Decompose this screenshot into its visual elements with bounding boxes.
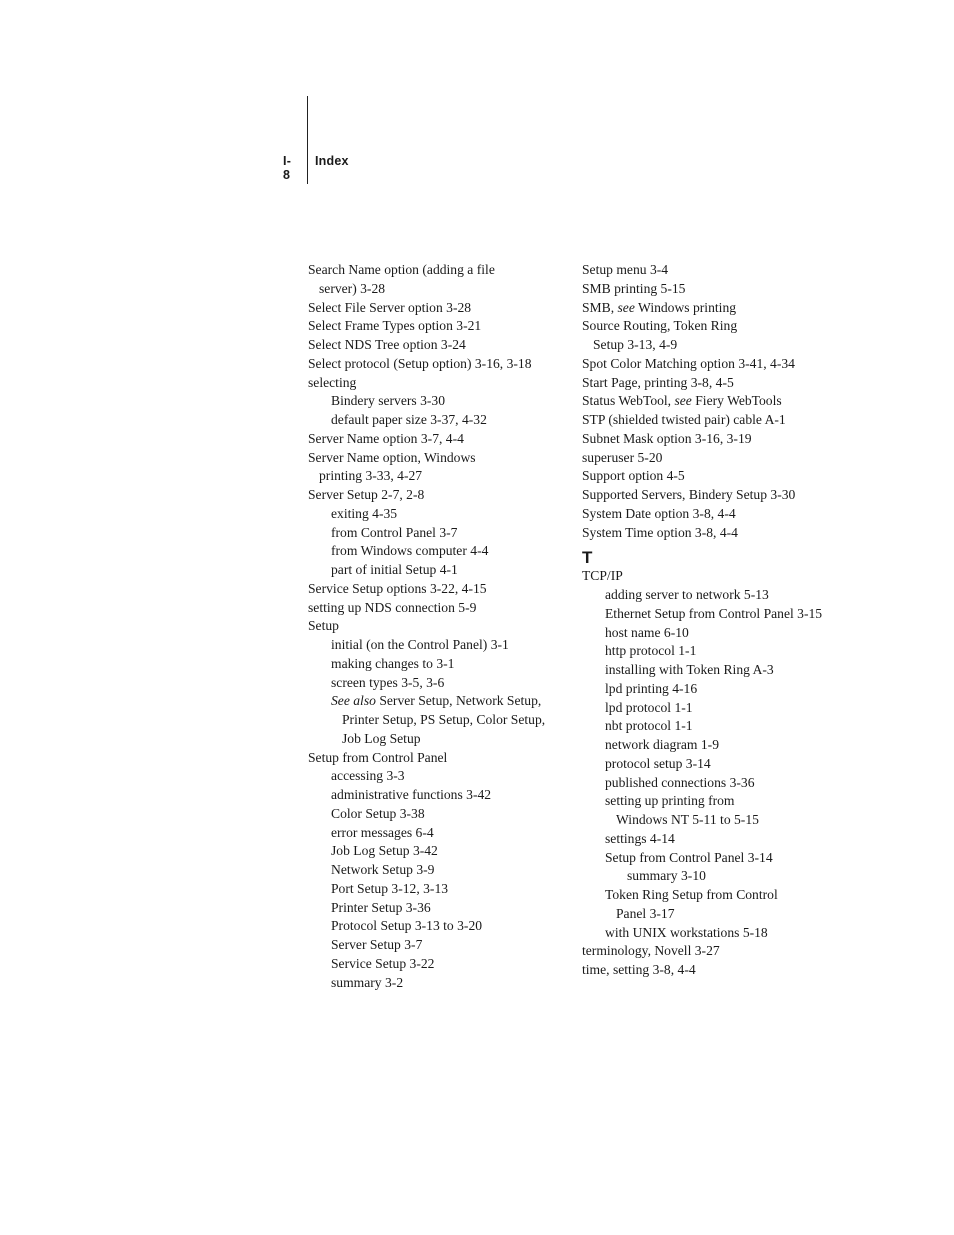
entry-text: superuser 5-20 xyxy=(582,449,663,465)
entry-text: Fiery WebTools xyxy=(691,393,782,409)
index-entry xyxy=(582,374,842,393)
index-entry xyxy=(308,711,578,730)
index-entry xyxy=(582,699,842,718)
index-entry xyxy=(308,861,578,880)
index-entry xyxy=(582,505,842,524)
entry-text: Job Log Setup xyxy=(342,730,421,746)
entry-text: Protocol Setup 3-13 to 3-20 xyxy=(331,918,483,934)
entry-text: STP (shielded twisted pair) cable A-1 xyxy=(582,412,786,427)
entry-text: server) 3-28 xyxy=(319,280,386,296)
index-entry xyxy=(582,755,842,774)
entry-text: Setup xyxy=(308,618,339,634)
entry-text: selecting xyxy=(308,374,357,390)
index-entry xyxy=(308,730,578,749)
index-entry xyxy=(582,961,842,980)
entry-text: Select Frame Types option 3-21 xyxy=(308,318,482,334)
entry-text: host name 6-10 xyxy=(605,624,689,640)
entry-text: http protocol 1-1 xyxy=(605,643,697,659)
index-entry xyxy=(582,886,842,905)
entry-text: screen types 3-5, 3-6 xyxy=(331,674,445,690)
entry-text: Network Setup 3-9 xyxy=(331,862,435,877)
entry-text: Support option 4-5 xyxy=(582,468,685,484)
entry-text: Start Page, printing 3-8, 4-5 xyxy=(582,374,734,390)
entry-text: from Control Panel 3-7 xyxy=(331,524,458,540)
index-entry xyxy=(308,786,578,805)
entry-text: published connections 3-36 xyxy=(605,774,755,790)
entry-text: Spot Color Matching option 3-41, 4-34 xyxy=(582,355,795,371)
index-entry xyxy=(308,636,578,655)
header-divider xyxy=(307,96,308,184)
entry-prefix: SMB, xyxy=(582,299,618,315)
index-entry xyxy=(308,692,578,711)
entry-text: settings 4-14 xyxy=(605,830,675,846)
entry-text: Bindery servers 3-30 xyxy=(331,393,446,409)
entry-text: installing with Token Ring A-3 xyxy=(605,662,774,677)
index-entry xyxy=(582,811,842,830)
index-entry xyxy=(308,299,578,318)
index-entry xyxy=(582,605,842,624)
entry-text: Source Routing, Token Ring xyxy=(582,318,738,334)
entry-text: Server Setup 2-7, 2-8 xyxy=(308,487,425,502)
entry-text: making changes to 3-1 xyxy=(331,655,455,671)
entry-text: Setup from Control Panel 3-14 xyxy=(605,849,773,865)
index-entry xyxy=(308,805,578,824)
entry-text: Setup menu 3-4 xyxy=(582,262,669,277)
index-entry xyxy=(308,449,578,468)
entry-text: network diagram 1-9 xyxy=(605,737,720,752)
index-entry xyxy=(308,486,578,505)
index-entry xyxy=(582,924,842,943)
entry-text: summary 3-2 xyxy=(331,974,404,990)
section-letter-heading: T xyxy=(582,548,593,568)
index-entry xyxy=(308,599,578,618)
index-entry xyxy=(582,317,842,336)
entry-text: TCP/IP xyxy=(582,568,623,584)
entry-text: administrative functions 3-42 xyxy=(331,787,492,802)
cross-reference-term: see xyxy=(674,393,692,409)
index-entry xyxy=(582,736,842,755)
entry-text: Supported Servers, Bindery Setup 3-30 xyxy=(582,487,796,502)
entry-text: Server Setup, Network Setup, xyxy=(375,693,542,709)
index-entry xyxy=(308,824,578,843)
entry-text: Select File Server option 3-28 xyxy=(308,299,472,315)
index-entry xyxy=(582,774,842,793)
index-entry xyxy=(308,880,578,899)
index-entry xyxy=(582,680,842,699)
index-entry xyxy=(308,505,578,524)
entry-text: from Windows computer 4-4 xyxy=(331,543,489,559)
entry-text: SMB printing 5-15 xyxy=(582,280,686,296)
page-number: I-8 xyxy=(283,154,292,182)
entry-text: Windows printing xyxy=(634,299,737,315)
index-entry xyxy=(582,717,842,736)
index-entry xyxy=(582,849,842,868)
index-entry xyxy=(582,261,842,280)
entry-text: Color Setup 3-38 xyxy=(331,805,425,821)
entry-text: lpd protocol 1-1 xyxy=(605,699,693,715)
index-entry xyxy=(582,905,842,924)
entry-text: lpd printing 4-16 xyxy=(605,680,698,696)
entry-text: Search Name option (adding a file xyxy=(308,262,495,277)
index-entry xyxy=(582,467,842,486)
index-entry xyxy=(308,411,578,430)
entry-text: error messages 6-4 xyxy=(331,824,434,840)
entry-text: Ethernet Setup from Control Panel 3-15 xyxy=(605,605,823,621)
index-entry xyxy=(308,842,578,861)
index-entry xyxy=(308,261,578,280)
entry-text: Select protocol (Setup option) 3-16, 3-18 xyxy=(308,355,532,371)
index-entry xyxy=(582,449,842,468)
entry-text: terminology, Novell 3-27 xyxy=(582,943,720,959)
index-entry xyxy=(308,467,578,486)
index-entry xyxy=(582,411,842,430)
index-entry xyxy=(582,830,842,849)
entry-text: Server Name option, Windows xyxy=(308,449,476,465)
entry-text: Server Name option 3-7, 4-4 xyxy=(308,430,464,446)
running-title: Index xyxy=(315,154,349,168)
index-entry xyxy=(308,974,578,993)
index-entry xyxy=(308,674,578,693)
index-entry xyxy=(308,524,578,543)
index-entry xyxy=(308,749,578,768)
entry-text: Service Setup 3-22 xyxy=(331,955,435,971)
entry-text: System Date option 3-8, 4-4 xyxy=(582,505,736,521)
index-entry xyxy=(582,792,842,811)
index-entry xyxy=(308,317,578,336)
entry-text: Panel 3-17 xyxy=(616,905,675,921)
index-entry xyxy=(582,642,842,661)
index-entry xyxy=(582,430,842,449)
index-entry xyxy=(308,767,578,786)
entry-text: Setup 3-13, 4-9 xyxy=(593,337,678,352)
index-entry xyxy=(582,567,842,586)
entry-text: setting up NDS connection 5-9 xyxy=(308,599,477,615)
index-section-t xyxy=(582,567,842,980)
index-entry xyxy=(308,280,578,299)
entry-text: setting up printing from xyxy=(605,793,735,809)
entry-text: Token Ring Setup from Control xyxy=(605,887,778,902)
entry-text: Port Setup 3-12, 3-13 xyxy=(331,880,449,896)
index-section-s-continued xyxy=(582,261,842,542)
entry-text: nbt protocol 1-1 xyxy=(605,718,693,734)
index-entry xyxy=(582,524,842,543)
index-entry xyxy=(582,299,842,318)
index-entry xyxy=(308,355,578,374)
index-entry xyxy=(308,542,578,561)
entry-text: Server Setup 3-7 xyxy=(331,937,423,952)
index-entry xyxy=(582,486,842,505)
index-column-left xyxy=(308,261,578,992)
index-entry xyxy=(582,624,842,643)
index-entry xyxy=(582,280,842,299)
entry-text: exiting 4-35 xyxy=(331,505,398,521)
index-entry xyxy=(582,586,842,605)
index-entry xyxy=(308,936,578,955)
index-entry xyxy=(308,917,578,936)
entry-text: adding server to network 5-13 xyxy=(605,587,769,602)
index-entry xyxy=(308,655,578,674)
index-entry xyxy=(308,561,578,580)
entry-text: initial (on the Control Panel) 3-1 xyxy=(331,637,509,652)
index-entry xyxy=(308,617,578,636)
index-entry xyxy=(308,899,578,918)
index-entry xyxy=(582,661,842,680)
entry-text: System Time option 3-8, 4-4 xyxy=(582,524,738,540)
entry-prefix: Status WebTool, xyxy=(582,393,675,409)
cross-reference-term: see xyxy=(617,299,635,315)
entry-text: summary 3-10 xyxy=(627,868,706,884)
index-entry xyxy=(582,392,842,411)
index-entry xyxy=(308,336,578,355)
index-entry xyxy=(582,867,842,886)
entry-text: accessing 3-3 xyxy=(331,768,405,784)
entry-text: printing 3-33, 4-27 xyxy=(319,468,423,484)
index-entry xyxy=(308,955,578,974)
index-entry xyxy=(582,942,842,961)
cross-reference-term: See also xyxy=(331,693,376,709)
entry-text: Setup from Control Panel xyxy=(308,749,448,765)
entry-text: Job Log Setup 3-42 xyxy=(331,843,438,859)
entry-text: default paper size 3-37, 4-32 xyxy=(331,412,487,427)
entry-text: Printer Setup, PS Setup, Color Setup, xyxy=(342,712,546,727)
entry-text: time, setting 3-8, 4-4 xyxy=(582,962,696,977)
entry-text: with UNIX workstations 5-18 xyxy=(605,924,768,940)
entry-text: Printer Setup 3-36 xyxy=(331,899,431,915)
index-entry xyxy=(308,430,578,449)
index-entry xyxy=(308,580,578,599)
index-entry xyxy=(308,392,578,411)
entry-text: part of initial Setup 4-1 xyxy=(331,562,458,577)
index-entry xyxy=(308,374,578,393)
index-column-right xyxy=(582,261,842,980)
index-entry xyxy=(582,355,842,374)
entry-text: Select NDS Tree option 3-24 xyxy=(308,337,466,352)
entry-text: Service Setup options 3-22, 4-15 xyxy=(308,580,487,596)
entry-text: Subnet Mask option 3-16, 3-19 xyxy=(582,430,752,446)
entry-text: Windows NT 5-11 to 5-15 xyxy=(616,812,759,827)
index-entry xyxy=(582,336,842,355)
entry-text: protocol setup 3-14 xyxy=(605,755,711,771)
